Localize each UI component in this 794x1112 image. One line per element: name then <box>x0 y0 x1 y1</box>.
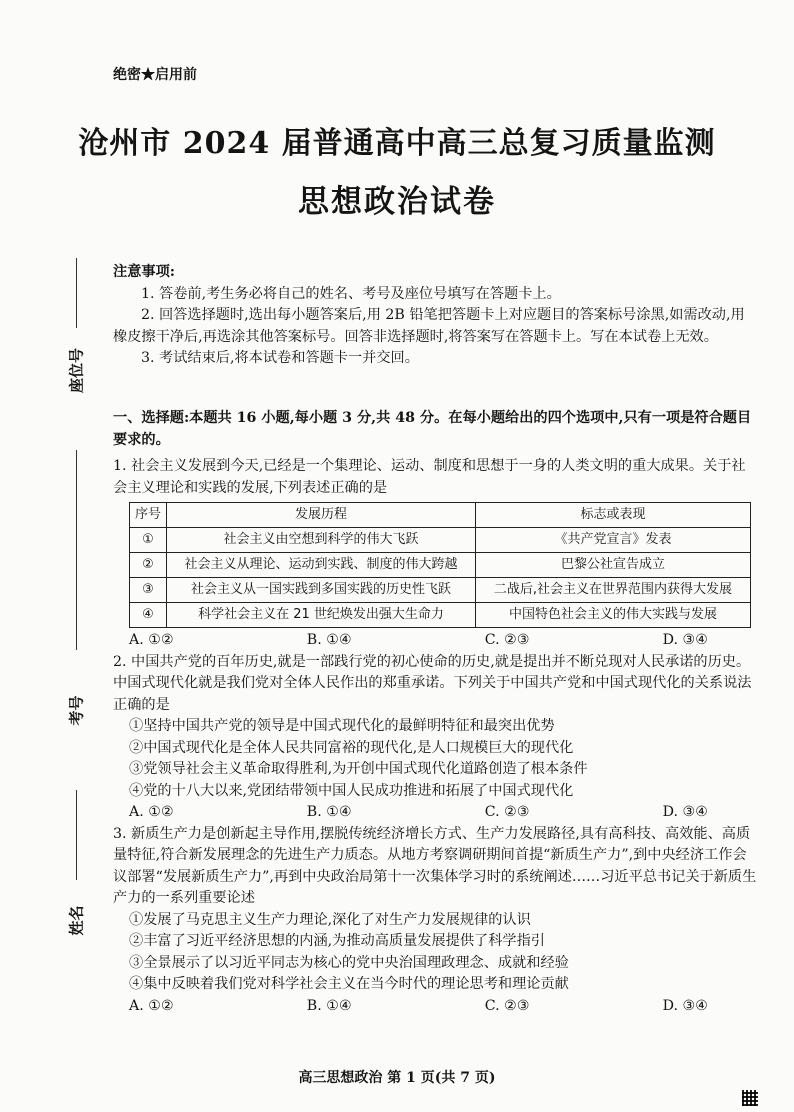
table-header: 序号 <box>130 503 167 528</box>
exam-no-line <box>76 450 77 650</box>
option-c: C. ②③ <box>484 997 530 1014</box>
question-3-stem: 3. 新质生产力是创新起主导作用,摆脱传统经济增长方式、生产力发展路径,具有高科技、高效能、高质量特征,符合新发展理念的先进生产力质态。从地方考察调研期间首提“新质生产力”,到中央经济工作会议部署“发展新质生产力”,再到中央政治局第十一次集体学习时的系统阐述……习近平总书记关于新质生产力的一系列重要论述 <box>113 825 757 906</box>
question-2-choice: ③党领导社会主义革命取得胜利,为开创中国式现代化道路创造了根本条件 <box>129 761 588 777</box>
question-2-choice: ②中国式现代化是全体人民共同富裕的现代化,是人口规模巨大的现代化 <box>129 739 574 756</box>
question-3-choice: ②丰富了习近平经济思想的内涵,为推动高质量发展提供了科学指引 <box>129 933 545 949</box>
option-c: C. ②③ <box>484 632 530 648</box>
question-2-stem: 2. 中国共产党的百年历史,就是一部践行党的初心使命的历史,就是提出并不断兑现对人民承诺的历史。中国式现代化就是我们党对全体人民作出的郑重承诺。下列关于中国共产党和中国式现代化的关系说法正确的是 <box>113 653 752 713</box>
question-2-options <box>113 802 758 824</box>
seat-line <box>76 258 77 328</box>
exam-no-label: 考号 <box>67 695 86 726</box>
table-cell: 《共产党宣言》发表 <box>476 528 751 553</box>
table-cell: 二战后,社会主义在世界范围内获得大发展 <box>476 578 751 603</box>
qr-code-icon <box>742 1090 758 1106</box>
notice-item: 2. 回答选择题时,选出每小题答案后,用 2B 铅笔把答题卡上对应题目的答案标号涂黑,如需改动,用橡皮擦干净后,再选涂其他答案标号。回答非选择题时,将答案写在答题卡上。写在本试卷上无效。 <box>113 307 745 345</box>
question-1-stem: 1. 社会主义发展到今天,已经是一个集理论、运动、制度和思想于一身的人类文明的重大成果。关于社会主义理论和实践的发展,下列表述正确的是 <box>113 458 746 496</box>
option-d: D. ③④ <box>662 804 708 820</box>
option-a: A. ①② <box>129 997 174 1014</box>
question-3-choice: ③全景展示了以习近平同志为核心的党中央治国理政理念、成就和经验 <box>129 954 569 971</box>
question-2-choice: ①坚持中国共产党的领导是中国式现代化的最鲜明特征和最突出优势 <box>129 718 555 734</box>
question-3-choice: ④集中反映着我们党对科学社会主义在当今时代的理论思考和理论贡献 <box>129 976 569 992</box>
table-header-row <box>130 503 751 528</box>
option-b: B. ①④ <box>306 632 352 648</box>
table-cell: ③ <box>130 578 167 603</box>
option-b: B. ①④ <box>306 804 352 820</box>
table-header: 标志或表现 <box>476 503 751 528</box>
table-cell: 科学社会主义在 21 世纪焕发出强大生命力 <box>167 603 476 628</box>
option-d: D. ③④ <box>662 632 708 648</box>
question-3-choice: ①发展了马克思主义生产力理论,深化了对生产力发展规律的认识 <box>129 911 531 928</box>
option-d: D. ③④ <box>662 997 708 1014</box>
question-3-options <box>113 996 758 1018</box>
page-footer: 高三思想政治 第 1 页(共 7 页) <box>298 1070 496 1086</box>
notice-heading: 注意事项: <box>113 264 175 280</box>
table-cell: ④ <box>130 603 167 628</box>
section-1 <box>113 408 758 1017</box>
name-label: 姓名 <box>67 905 86 936</box>
confidential-label: 绝密★启用前 <box>113 67 197 83</box>
option-b: B. ①④ <box>306 997 352 1014</box>
notice-block <box>113 262 758 370</box>
table-cell: 社会主义从一国实践到多国实践的历史性飞跃 <box>167 578 476 603</box>
option-a: A. ①② <box>129 632 174 648</box>
section-heading: 一、选择题:本题共 16 小题,每小题 3 分,共 48 分。在每小题给出的四个选项中,只有一项是符合题目要求的。 <box>113 410 752 448</box>
table-row <box>130 603 751 628</box>
exam-title: 沧州市 2024 届普通高中高三总复习质量监测 <box>78 126 716 161</box>
exam-subject-title: 思想政治试卷 <box>298 184 496 220</box>
table-cell: 社会主义从理论、运动到实践、制度的伟大跨越 <box>167 553 476 578</box>
option-a: A. ①② <box>129 804 174 820</box>
option-c: C. ②③ <box>484 804 530 820</box>
notice-item: 3. 考试结束后,将本试卷和答题卡一并交回。 <box>141 350 419 366</box>
question-1-table <box>129 502 751 628</box>
table-cell: ① <box>130 528 167 553</box>
table-cell: ② <box>130 553 167 578</box>
notice-item: 1. 答卷前,考生务必将自己的姓名、考号及座位号填写在答题卡上。 <box>141 285 561 302</box>
table-row <box>130 553 751 578</box>
table-cell: 社会主义由空想到科学的伟大飞跃 <box>167 528 476 553</box>
question-2-choice: ④党的十八大以来,党团结带领中国人民成功推进和拓展了中国式现代化 <box>129 782 574 799</box>
table-cell: 巴黎公社宣告成立 <box>476 553 751 578</box>
table-cell: 中国特色社会主义的伟大实践与发展 <box>476 603 751 628</box>
table-row <box>130 578 751 603</box>
name-line <box>76 790 77 880</box>
seat-label: 座位号 <box>67 348 86 394</box>
question-1-options <box>113 630 758 652</box>
table-row <box>130 528 751 553</box>
table-header: 发展历程 <box>167 503 476 528</box>
